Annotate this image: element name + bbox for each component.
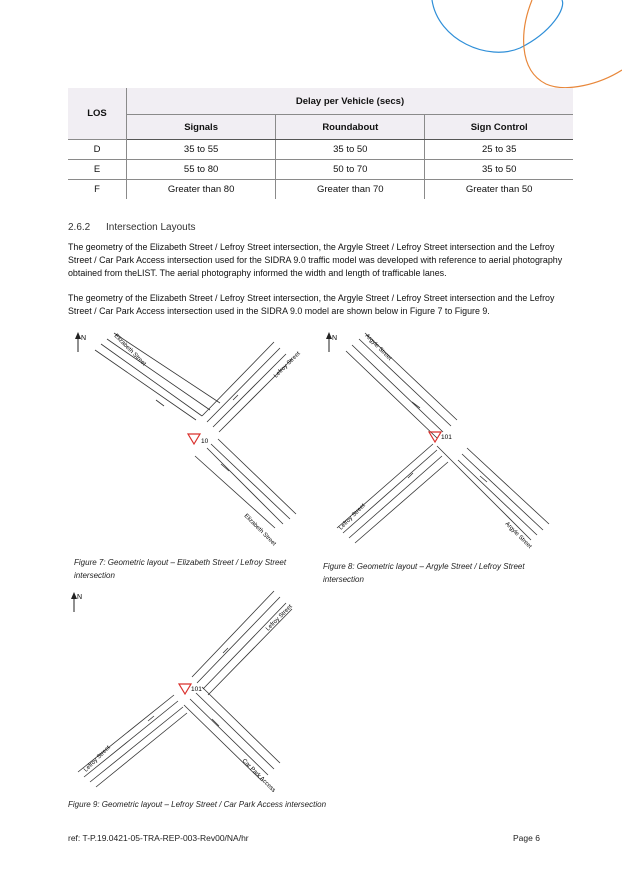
lane-arrows: [156, 395, 238, 471]
section-number: 2.6.2: [68, 222, 91, 233]
yield-sign-icon: [188, 434, 200, 444]
decorative-curves: [0, 0, 622, 100]
header-sign-control: Sign Control: [425, 115, 573, 140]
decor-curve-blue: [432, 0, 563, 52]
road-car-park-access: [184, 687, 280, 781]
header-los: LOS: [68, 88, 127, 140]
label-elizabeth-street-top: Elizabeth Street: [112, 333, 147, 368]
yield-sign-icon: [429, 432, 441, 442]
road-lefroy: [337, 444, 448, 543]
cell-signals: 55 to 80: [127, 160, 276, 180]
los-delay-table: [68, 88, 573, 199]
north-label: N: [77, 594, 83, 601]
cell-los: D: [68, 140, 127, 160]
cell-roundabout: Greater than 70: [276, 180, 425, 200]
label-car-park-access: Car Park Access: [240, 758, 277, 794]
figure-7-diagram: [70, 328, 310, 553]
section-title: Intersection Layouts: [106, 222, 196, 233]
figure-9-diagram: [66, 585, 296, 795]
label-lefroy-street-bottom: Lefroy Street: [83, 744, 112, 774]
road-lefroy: [202, 342, 292, 432]
paragraph-geometry-source: The geometry of the Elizabeth Street / Lefroy Street intersection, the Argyle Street / Lefroy Street intersection and the Lefroy Street / Car Park Access intersection used for the SIDRA 9.0 traffic model was developed with reference to aerial photography obtained from theLIST. The aerial photography informed the width and length of trafficable lanes.: [68, 242, 563, 278]
section-heading: [68, 222, 196, 233]
table-row: [68, 160, 573, 180]
footer-reference: ref: T-P.19.0421-05-TRA-REP-003-Rev00/NA/hr: [68, 833, 249, 843]
label-lefroy-street-top: Lefroy Street: [265, 603, 294, 633]
north-arrow: [75, 332, 86, 352]
header-roundabout: Roundabout: [276, 115, 425, 140]
table-row: [68, 180, 573, 200]
north-arrow: [71, 592, 82, 612]
node-id: 101: [191, 686, 202, 693]
road-lefroy: [78, 591, 292, 787]
label-lefroy-street: Lefroy Street: [273, 350, 302, 380]
label-lefroy-street: Lefroy Street: [338, 502, 367, 532]
cell-signals: Greater than 80: [167, 184, 235, 195]
cell-roundabout: 50 to 70: [276, 160, 425, 180]
north-label: N: [332, 335, 338, 342]
cell-sign-control: 35 to 50: [425, 160, 573, 180]
figure-7-caption: Figure 7: Geometric layout – Elizabeth Street / Lefroy Street intersection: [74, 558, 287, 580]
figure-8-caption: Figure 8: Geometric layout – Argyle Street / Lefroy Street intersection: [323, 562, 525, 584]
label-argyle-street-bottom: Argyle Street: [503, 521, 533, 550]
node-id: 101: [441, 434, 452, 441]
yield-sign-icon: [179, 684, 191, 694]
cell-sign-control: 25 to 35: [425, 140, 573, 160]
figure-8-diagram: [321, 328, 561, 558]
paragraph-geometry-figures: The geometry of the Elizabeth Street / Lefroy Street intersection, the Argyle Street / Lefroy Street intersection and the Lefroy Street / Car Park Access intersection used in the SIDRA 9.0 model are shown below in Figure 7 to Figure 9.: [68, 293, 555, 316]
label-argyle-street-top: Argyle Street: [363, 333, 393, 362]
cell-sign-control: Greater than 50: [465, 184, 533, 195]
north-label: N: [81, 335, 87, 342]
table-row: [68, 140, 573, 160]
figure-9-caption: Figure 9: Geometric layout – Lefroy Street / Car Park Access intersection: [68, 800, 327, 809]
cell-signals: 35 to 55: [127, 140, 276, 160]
header-signals: Signals: [127, 115, 276, 140]
node-id: 10: [201, 438, 209, 445]
north-arrow: [326, 332, 337, 352]
lane-arrows: [408, 402, 487, 482]
header-delay-per-vehicle: Delay per Vehicle (secs): [127, 88, 574, 115]
label-elizabeth-street-bottom: Elizabeth Street: [242, 513, 277, 548]
cell-los: F: [68, 180, 127, 200]
cell-roundabout: 35 to 50: [276, 140, 425, 160]
page-number: Page 6: [513, 833, 540, 843]
decor-curve-orange: [524, 0, 622, 88]
cell-los: E: [68, 160, 127, 180]
